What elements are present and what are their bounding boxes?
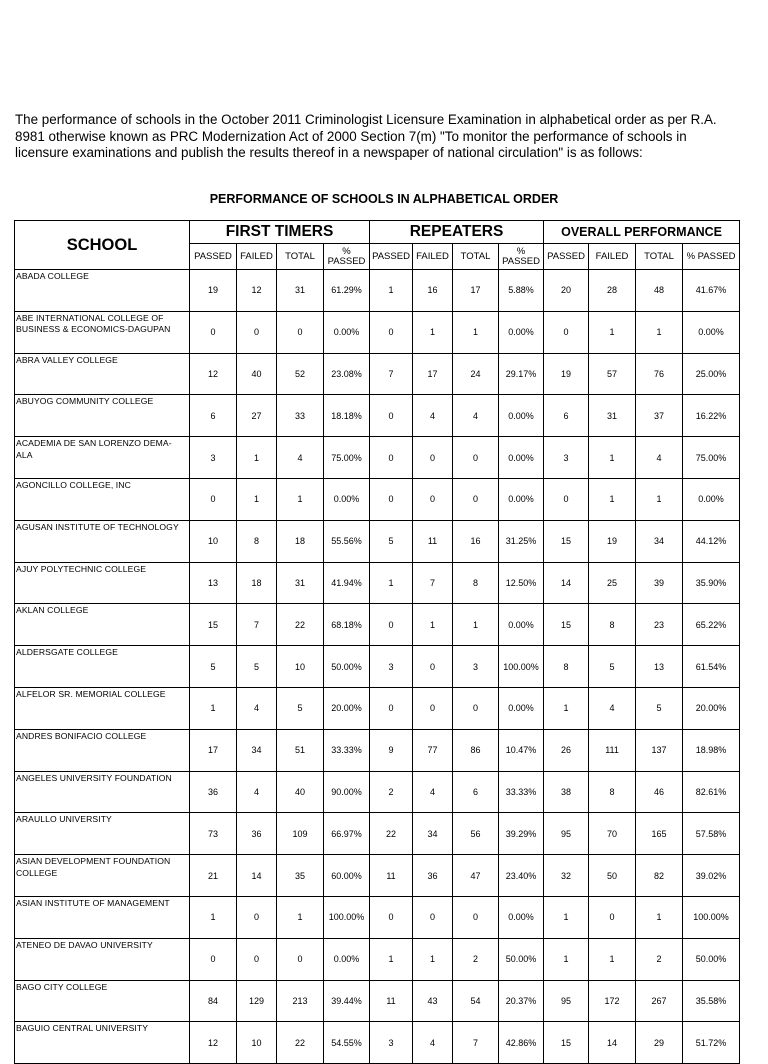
repeaters-passed-cell: 9 [370, 729, 413, 771]
overall-passed-cell: 26 [544, 729, 589, 771]
first-timers-total-cell: 22 [277, 1022, 324, 1064]
school-name-cell: AGUSAN INSTITUTE OF TECHNOLOGY [15, 520, 190, 562]
repeaters-passed-cell: 0 [370, 311, 413, 353]
school-name-cell: ABE INTERNATIONAL COLLEGE OF BUSINESS & ECONOMICS-DAGUPAN [15, 311, 190, 353]
overall-failed-cell: 50 [589, 855, 636, 897]
first-timers-passed-cell: 13 [190, 562, 237, 604]
first-timers-pct-passed-cell: 0.00% [324, 478, 370, 520]
repeaters-failed-cell: 17 [413, 353, 453, 395]
overall-passed-cell: 20 [544, 270, 589, 312]
first-timers-passed-cell: 1 [190, 687, 237, 729]
school-name-cell: ANGELES UNIVERSITY FOUNDATION [15, 771, 190, 813]
overall-passed-cell: 6 [544, 395, 589, 437]
repeaters-failed-cell: 11 [413, 520, 453, 562]
repeaters-passed-cell: 22 [370, 813, 413, 855]
repeaters-failed-cell: 0 [413, 687, 453, 729]
first-timers-passed-cell: 0 [190, 311, 237, 353]
overall-performance-header: OVERALL PERFORMANCE [544, 221, 740, 244]
repeaters-pct-passed-cell: 0.00% [499, 311, 544, 353]
first-timers-failed-cell: 0 [237, 938, 277, 980]
table-row [15, 1022, 740, 1064]
repeaters-passed-cell: 3 [370, 646, 413, 688]
repeaters-total-cell: 54 [453, 980, 499, 1022]
overall-pct-passed-cell: 51.72% [683, 1022, 740, 1064]
first-timers-passed-cell: 0 [190, 478, 237, 520]
first-timers-pct-passed-cell: 0.00% [324, 938, 370, 980]
overall-total-cell: 48 [636, 270, 683, 312]
first-timers-pct-passed-cell: 54.55% [324, 1022, 370, 1064]
overall-pct-passed-cell: 18.98% [683, 729, 740, 771]
overall-failed-cell: 70 [589, 813, 636, 855]
overall-failed-cell: 28 [589, 270, 636, 312]
school-name-cell: ASIAN INSTITUTE OF MANAGEMENT [15, 896, 190, 938]
overall-pct-passed-cell: 61.54% [683, 646, 740, 688]
first-timers-failed-cell: 0 [237, 311, 277, 353]
first-timers-failed-cell: 10 [237, 1022, 277, 1064]
repeaters-pct-passed-cell: 0.00% [499, 395, 544, 437]
first-timers-failed-cell: 7 [237, 604, 277, 646]
overall-failed-cell: 31 [589, 395, 636, 437]
repeaters-total-cell: 3 [453, 646, 499, 688]
repeaters-failed-cell: 4 [413, 1022, 453, 1064]
first-timers-passed-cell: 10 [190, 520, 237, 562]
repeaters-passed-cell: 3 [370, 1022, 413, 1064]
repeaters-passed-cell: 0 [370, 395, 413, 437]
overall-pct-passed-cell: 57.58% [683, 813, 740, 855]
overall-pct-passed-cell: 16.22% [683, 395, 740, 437]
overall-pct-passed-cell: 50.00% [683, 938, 740, 980]
table-row [15, 437, 740, 479]
school-column-header: SCHOOL [15, 221, 190, 270]
overall-passed-cell: 1 [544, 687, 589, 729]
first-timers-total-cell: 1 [277, 478, 324, 520]
first-timers-total-cell: 0 [277, 938, 324, 980]
overall-failed-cell: 57 [589, 353, 636, 395]
school-name-cell: AJUY POLYTECHNIC COLLEGE [15, 562, 190, 604]
school-name-cell: ABUYOG COMMUNITY COLLEGE [15, 395, 190, 437]
repeaters-passed-cell: 0 [370, 478, 413, 520]
school-name-cell: ASIAN DEVELOPMENT FOUNDATION COLLEGE [15, 855, 190, 897]
overall-passed-cell: 14 [544, 562, 589, 604]
table-row [15, 771, 740, 813]
repeaters-pct-passed-cell: 20.37% [499, 980, 544, 1022]
school-name-cell: ABRA VALLEY COLLEGE [15, 353, 190, 395]
repeaters-failed-cell: 36 [413, 855, 453, 897]
overall-failed-cell: 25 [589, 562, 636, 604]
repeaters-passed-cell: 11 [370, 855, 413, 897]
first-timers-total-cell: 31 [277, 562, 324, 604]
rp-passed-header: PASSED [370, 244, 413, 270]
overall-passed-cell: 38 [544, 771, 589, 813]
first-timers-failed-cell: 36 [237, 813, 277, 855]
overall-total-cell: 82 [636, 855, 683, 897]
first-timers-failed-cell: 1 [237, 478, 277, 520]
school-name-cell: AKLAN COLLEGE [15, 604, 190, 646]
overall-total-cell: 34 [636, 520, 683, 562]
first-timers-total-cell: 18 [277, 520, 324, 562]
first-timers-total-cell: 0 [277, 311, 324, 353]
first-timers-passed-cell: 73 [190, 813, 237, 855]
first-timers-pct-passed-cell: 0.00% [324, 311, 370, 353]
overall-pct-passed-cell: 75.00% [683, 437, 740, 479]
repeaters-failed-cell: 0 [413, 437, 453, 479]
repeaters-failed-cell: 77 [413, 729, 453, 771]
repeaters-passed-cell: 1 [370, 270, 413, 312]
school-name-cell: BAGO CITY COLLEGE [15, 980, 190, 1022]
table-row [15, 353, 740, 395]
first-timers-pct-passed-cell: 68.18% [324, 604, 370, 646]
school-name-cell: BAGUIO CENTRAL UNIVERSITY [15, 1022, 190, 1064]
school-name-cell: ACADEMIA DE SAN LORENZO DEMA-ALA [15, 437, 190, 479]
rp-failed-header: FAILED [413, 244, 453, 270]
repeaters-pct-passed-cell: 0.00% [499, 896, 544, 938]
overall-passed-cell: 15 [544, 520, 589, 562]
overall-pct-passed-cell: 35.58% [683, 980, 740, 1022]
school-name-cell: ALFELOR SR. MEMORIAL COLLEGE [15, 687, 190, 729]
overall-failed-cell: 1 [589, 437, 636, 479]
first-timers-pct-passed-cell: 33.33% [324, 729, 370, 771]
overall-passed-cell: 1 [544, 896, 589, 938]
repeaters-pct-passed-cell: 0.00% [499, 604, 544, 646]
first-timers-failed-cell: 4 [237, 687, 277, 729]
repeaters-passed-cell: 0 [370, 437, 413, 479]
repeaters-pct-passed-cell: 0.00% [499, 687, 544, 729]
overall-failed-cell: 8 [589, 604, 636, 646]
table-row [15, 729, 740, 771]
overall-passed-cell: 1 [544, 938, 589, 980]
repeaters-passed-cell: 0 [370, 896, 413, 938]
first-timers-total-cell: 35 [277, 855, 324, 897]
overall-passed-cell: 95 [544, 980, 589, 1022]
overall-failed-cell: 1 [589, 938, 636, 980]
table-row [15, 980, 740, 1022]
overall-failed-cell: 19 [589, 520, 636, 562]
repeaters-failed-cell: 4 [413, 395, 453, 437]
first-timers-total-cell: 51 [277, 729, 324, 771]
overall-pct-passed-cell: 25.00% [683, 353, 740, 395]
first-timers-pct-passed-cell: 20.00% [324, 687, 370, 729]
first-timers-passed-cell: 0 [190, 938, 237, 980]
overall-total-cell: 1 [636, 311, 683, 353]
first-timers-passed-cell: 19 [190, 270, 237, 312]
first-timers-pct-passed-cell: 41.94% [324, 562, 370, 604]
first-timers-failed-cell: 18 [237, 562, 277, 604]
first-timers-pct-passed-cell: 23.08% [324, 353, 370, 395]
overall-total-cell: 137 [636, 729, 683, 771]
overall-total-cell: 23 [636, 604, 683, 646]
first-timers-pct-passed-cell: 61.29% [324, 270, 370, 312]
overall-pct-passed-cell: 39.02% [683, 855, 740, 897]
first-timers-failed-cell: 27 [237, 395, 277, 437]
first-timers-total-cell: 52 [277, 353, 324, 395]
repeaters-passed-cell: 2 [370, 771, 413, 813]
repeaters-pct-passed-cell: 31.25% [499, 520, 544, 562]
first-timers-passed-cell: 15 [190, 604, 237, 646]
overall-failed-cell: 111 [589, 729, 636, 771]
overall-failed-cell: 5 [589, 646, 636, 688]
repeaters-passed-cell: 0 [370, 687, 413, 729]
first-timers-pct-passed-cell: 66.97% [324, 813, 370, 855]
overall-pct-passed-cell: 100.00% [683, 896, 740, 938]
rp-pct-header: % PASSED [499, 244, 544, 270]
repeaters-failed-cell: 1 [413, 604, 453, 646]
first-timers-passed-cell: 5 [190, 646, 237, 688]
first-timers-total-cell: 40 [277, 771, 324, 813]
table-row [15, 562, 740, 604]
overall-passed-cell: 3 [544, 437, 589, 479]
repeaters-pct-passed-cell: 23.40% [499, 855, 544, 897]
first-timers-pct-passed-cell: 75.00% [324, 437, 370, 479]
first-timers-failed-cell: 0 [237, 896, 277, 938]
repeaters-failed-cell: 1 [413, 311, 453, 353]
repeaters-passed-cell: 7 [370, 353, 413, 395]
overall-pct-passed-cell: 44.12% [683, 520, 740, 562]
repeaters-total-cell: 6 [453, 771, 499, 813]
repeaters-total-cell: 8 [453, 562, 499, 604]
intro-paragraph: The performance of schools in the October 2011 Criminologist Licensure Examination in alphabetical order as per R.A. 8981 otherwise known as PRC Modernization Act of 2000 Section 7(m) "To monitor the performance of schools in licensure examinations and publish the results thereof in a newspaper of national circulation" is as follows: [15, 112, 717, 160]
repeaters-failed-cell: 0 [413, 896, 453, 938]
first-timers-pct-passed-cell: 60.00% [324, 855, 370, 897]
ft-total-header: TOTAL [277, 244, 324, 270]
first-timers-passed-cell: 12 [190, 353, 237, 395]
repeaters-failed-cell: 34 [413, 813, 453, 855]
repeaters-pct-passed-cell: 10.47% [499, 729, 544, 771]
table-row [15, 896, 740, 938]
table-row [15, 520, 740, 562]
overall-failed-cell: 14 [589, 1022, 636, 1064]
first-timers-passed-cell: 36 [190, 771, 237, 813]
repeaters-total-cell: 1 [453, 604, 499, 646]
overall-passed-cell: 19 [544, 353, 589, 395]
school-name-cell: ATENEO DE DAVAO UNIVERSITY [15, 938, 190, 980]
repeaters-total-cell: 0 [453, 687, 499, 729]
first-timers-passed-cell: 21 [190, 855, 237, 897]
overall-passed-cell: 0 [544, 311, 589, 353]
first-timers-failed-cell: 8 [237, 520, 277, 562]
first-timers-passed-cell: 3 [190, 437, 237, 479]
overall-passed-cell: 95 [544, 813, 589, 855]
repeaters-total-cell: 7 [453, 1022, 499, 1064]
overall-passed-cell: 15 [544, 1022, 589, 1064]
rp-total-header: TOTAL [453, 244, 499, 270]
performance-table [14, 220, 740, 1064]
overall-passed-cell: 15 [544, 604, 589, 646]
first-timers-pct-passed-cell: 100.00% [324, 896, 370, 938]
repeaters-passed-cell: 5 [370, 520, 413, 562]
overall-total-cell: 1 [636, 896, 683, 938]
table-row [15, 687, 740, 729]
repeaters-pct-passed-cell: 39.29% [499, 813, 544, 855]
repeaters-pct-passed-cell: 50.00% [499, 938, 544, 980]
overall-total-cell: 1 [636, 478, 683, 520]
repeaters-header: REPEATERS [370, 221, 544, 244]
overall-pct-passed-cell: 41.67% [683, 270, 740, 312]
overall-failed-cell: 8 [589, 771, 636, 813]
school-name-cell: ABADA COLLEGE [15, 270, 190, 312]
repeaters-total-cell: 4 [453, 395, 499, 437]
overall-failed-cell: 1 [589, 311, 636, 353]
first-timers-total-cell: 109 [277, 813, 324, 855]
overall-passed-cell: 0 [544, 478, 589, 520]
overall-failed-cell: 4 [589, 687, 636, 729]
repeaters-total-cell: 56 [453, 813, 499, 855]
repeaters-failed-cell: 1 [413, 938, 453, 980]
repeaters-passed-cell: 0 [370, 604, 413, 646]
first-timers-total-cell: 10 [277, 646, 324, 688]
repeaters-total-cell: 47 [453, 855, 499, 897]
overall-total-cell: 39 [636, 562, 683, 604]
overall-passed-cell: 32 [544, 855, 589, 897]
overall-total-cell: 37 [636, 395, 683, 437]
repeaters-total-cell: 86 [453, 729, 499, 771]
school-name-cell: AGONCILLO COLLEGE, INC [15, 478, 190, 520]
repeaters-total-cell: 0 [453, 478, 499, 520]
repeaters-pct-passed-cell: 100.00% [499, 646, 544, 688]
first-timers-failed-cell: 129 [237, 980, 277, 1022]
first-timers-pct-passed-cell: 90.00% [324, 771, 370, 813]
overall-pct-passed-cell: 35.90% [683, 562, 740, 604]
ov-failed-header: FAILED [589, 244, 636, 270]
overall-pct-passed-cell: 0.00% [683, 478, 740, 520]
first-timers-passed-cell: 84 [190, 980, 237, 1022]
header-row-groups [15, 221, 740, 244]
overall-pct-passed-cell: 20.00% [683, 687, 740, 729]
repeaters-passed-cell: 11 [370, 980, 413, 1022]
repeaters-pct-passed-cell: 33.33% [499, 771, 544, 813]
ft-failed-header: FAILED [237, 244, 277, 270]
table-row [15, 270, 740, 312]
repeaters-pct-passed-cell: 5.88% [499, 270, 544, 312]
repeaters-failed-cell: 43 [413, 980, 453, 1022]
first-timers-failed-cell: 1 [237, 437, 277, 479]
repeaters-total-cell: 17 [453, 270, 499, 312]
repeaters-failed-cell: 7 [413, 562, 453, 604]
first-timers-total-cell: 22 [277, 604, 324, 646]
overall-total-cell: 76 [636, 353, 683, 395]
school-name-cell: ANDRES BONIFACIO COLLEGE [15, 729, 190, 771]
first-timers-passed-cell: 1 [190, 896, 237, 938]
overall-total-cell: 4 [636, 437, 683, 479]
school-name-cell: ARAULLO UNIVERSITY [15, 813, 190, 855]
overall-pct-passed-cell: 82.61% [683, 771, 740, 813]
first-timers-total-cell: 5 [277, 687, 324, 729]
table-row [15, 855, 740, 897]
repeaters-total-cell: 16 [453, 520, 499, 562]
table-row [15, 813, 740, 855]
first-timers-failed-cell: 12 [237, 270, 277, 312]
repeaters-failed-cell: 0 [413, 646, 453, 688]
overall-failed-cell: 0 [589, 896, 636, 938]
repeaters-passed-cell: 1 [370, 938, 413, 980]
first-timers-passed-cell: 17 [190, 729, 237, 771]
overall-total-cell: 165 [636, 813, 683, 855]
first-timers-pct-passed-cell: 18.18% [324, 395, 370, 437]
table-row [15, 938, 740, 980]
overall-failed-cell: 1 [589, 478, 636, 520]
first-timers-total-cell: 33 [277, 395, 324, 437]
overall-passed-cell: 8 [544, 646, 589, 688]
ov-passed-header: PASSED [544, 244, 589, 270]
repeaters-pct-passed-cell: 0.00% [499, 437, 544, 479]
first-timers-failed-cell: 40 [237, 353, 277, 395]
first-timers-pct-passed-cell: 39.44% [324, 980, 370, 1022]
table-row [15, 395, 740, 437]
first-timers-total-cell: 1 [277, 896, 324, 938]
first-timers-failed-cell: 5 [237, 646, 277, 688]
first-timers-failed-cell: 4 [237, 771, 277, 813]
repeaters-passed-cell: 1 [370, 562, 413, 604]
school-name-cell: ALDERSGATE COLLEGE [15, 646, 190, 688]
repeaters-pct-passed-cell: 29.17% [499, 353, 544, 395]
repeaters-total-cell: 2 [453, 938, 499, 980]
ov-total-header: TOTAL [636, 244, 683, 270]
ft-passed-header: PASSED [190, 244, 237, 270]
table-row [15, 604, 740, 646]
table-body [15, 270, 740, 1064]
table-row [15, 646, 740, 688]
repeaters-pct-passed-cell: 42.86% [499, 1022, 544, 1064]
first-timers-passed-cell: 6 [190, 395, 237, 437]
overall-pct-passed-cell: 0.00% [683, 311, 740, 353]
repeaters-failed-cell: 16 [413, 270, 453, 312]
repeaters-pct-passed-cell: 12.50% [499, 562, 544, 604]
first-timers-passed-cell: 12 [190, 1022, 237, 1064]
table-row [15, 478, 740, 520]
repeaters-failed-cell: 4 [413, 771, 453, 813]
first-timers-total-cell: 31 [277, 270, 324, 312]
ov-pct-header: % PASSED [683, 244, 740, 270]
repeaters-total-cell: 0 [453, 896, 499, 938]
overall-total-cell: 29 [636, 1022, 683, 1064]
overall-total-cell: 13 [636, 646, 683, 688]
overall-total-cell: 46 [636, 771, 683, 813]
repeaters-total-cell: 0 [453, 437, 499, 479]
repeaters-pct-passed-cell: 0.00% [499, 478, 544, 520]
first-timers-failed-cell: 14 [237, 855, 277, 897]
table-row [15, 311, 740, 353]
repeaters-total-cell: 24 [453, 353, 499, 395]
first-timers-failed-cell: 34 [237, 729, 277, 771]
overall-total-cell: 2 [636, 938, 683, 980]
overall-pct-passed-cell: 65.22% [683, 604, 740, 646]
repeaters-failed-cell: 0 [413, 478, 453, 520]
overall-total-cell: 267 [636, 980, 683, 1022]
overall-total-cell: 5 [636, 687, 683, 729]
first-timers-header: FIRST TIMERS [190, 221, 370, 244]
ft-pct-header: % PASSED [324, 244, 370, 270]
first-timers-pct-passed-cell: 50.00% [324, 646, 370, 688]
overall-failed-cell: 172 [589, 980, 636, 1022]
first-timers-total-cell: 4 [277, 437, 324, 479]
first-timers-total-cell: 213 [277, 980, 324, 1022]
repeaters-total-cell: 1 [453, 311, 499, 353]
first-timers-pct-passed-cell: 55.56% [324, 520, 370, 562]
table-title: PERFORMANCE OF SCHOOLS IN ALPHABETICAL ORDER [209, 192, 559, 206]
